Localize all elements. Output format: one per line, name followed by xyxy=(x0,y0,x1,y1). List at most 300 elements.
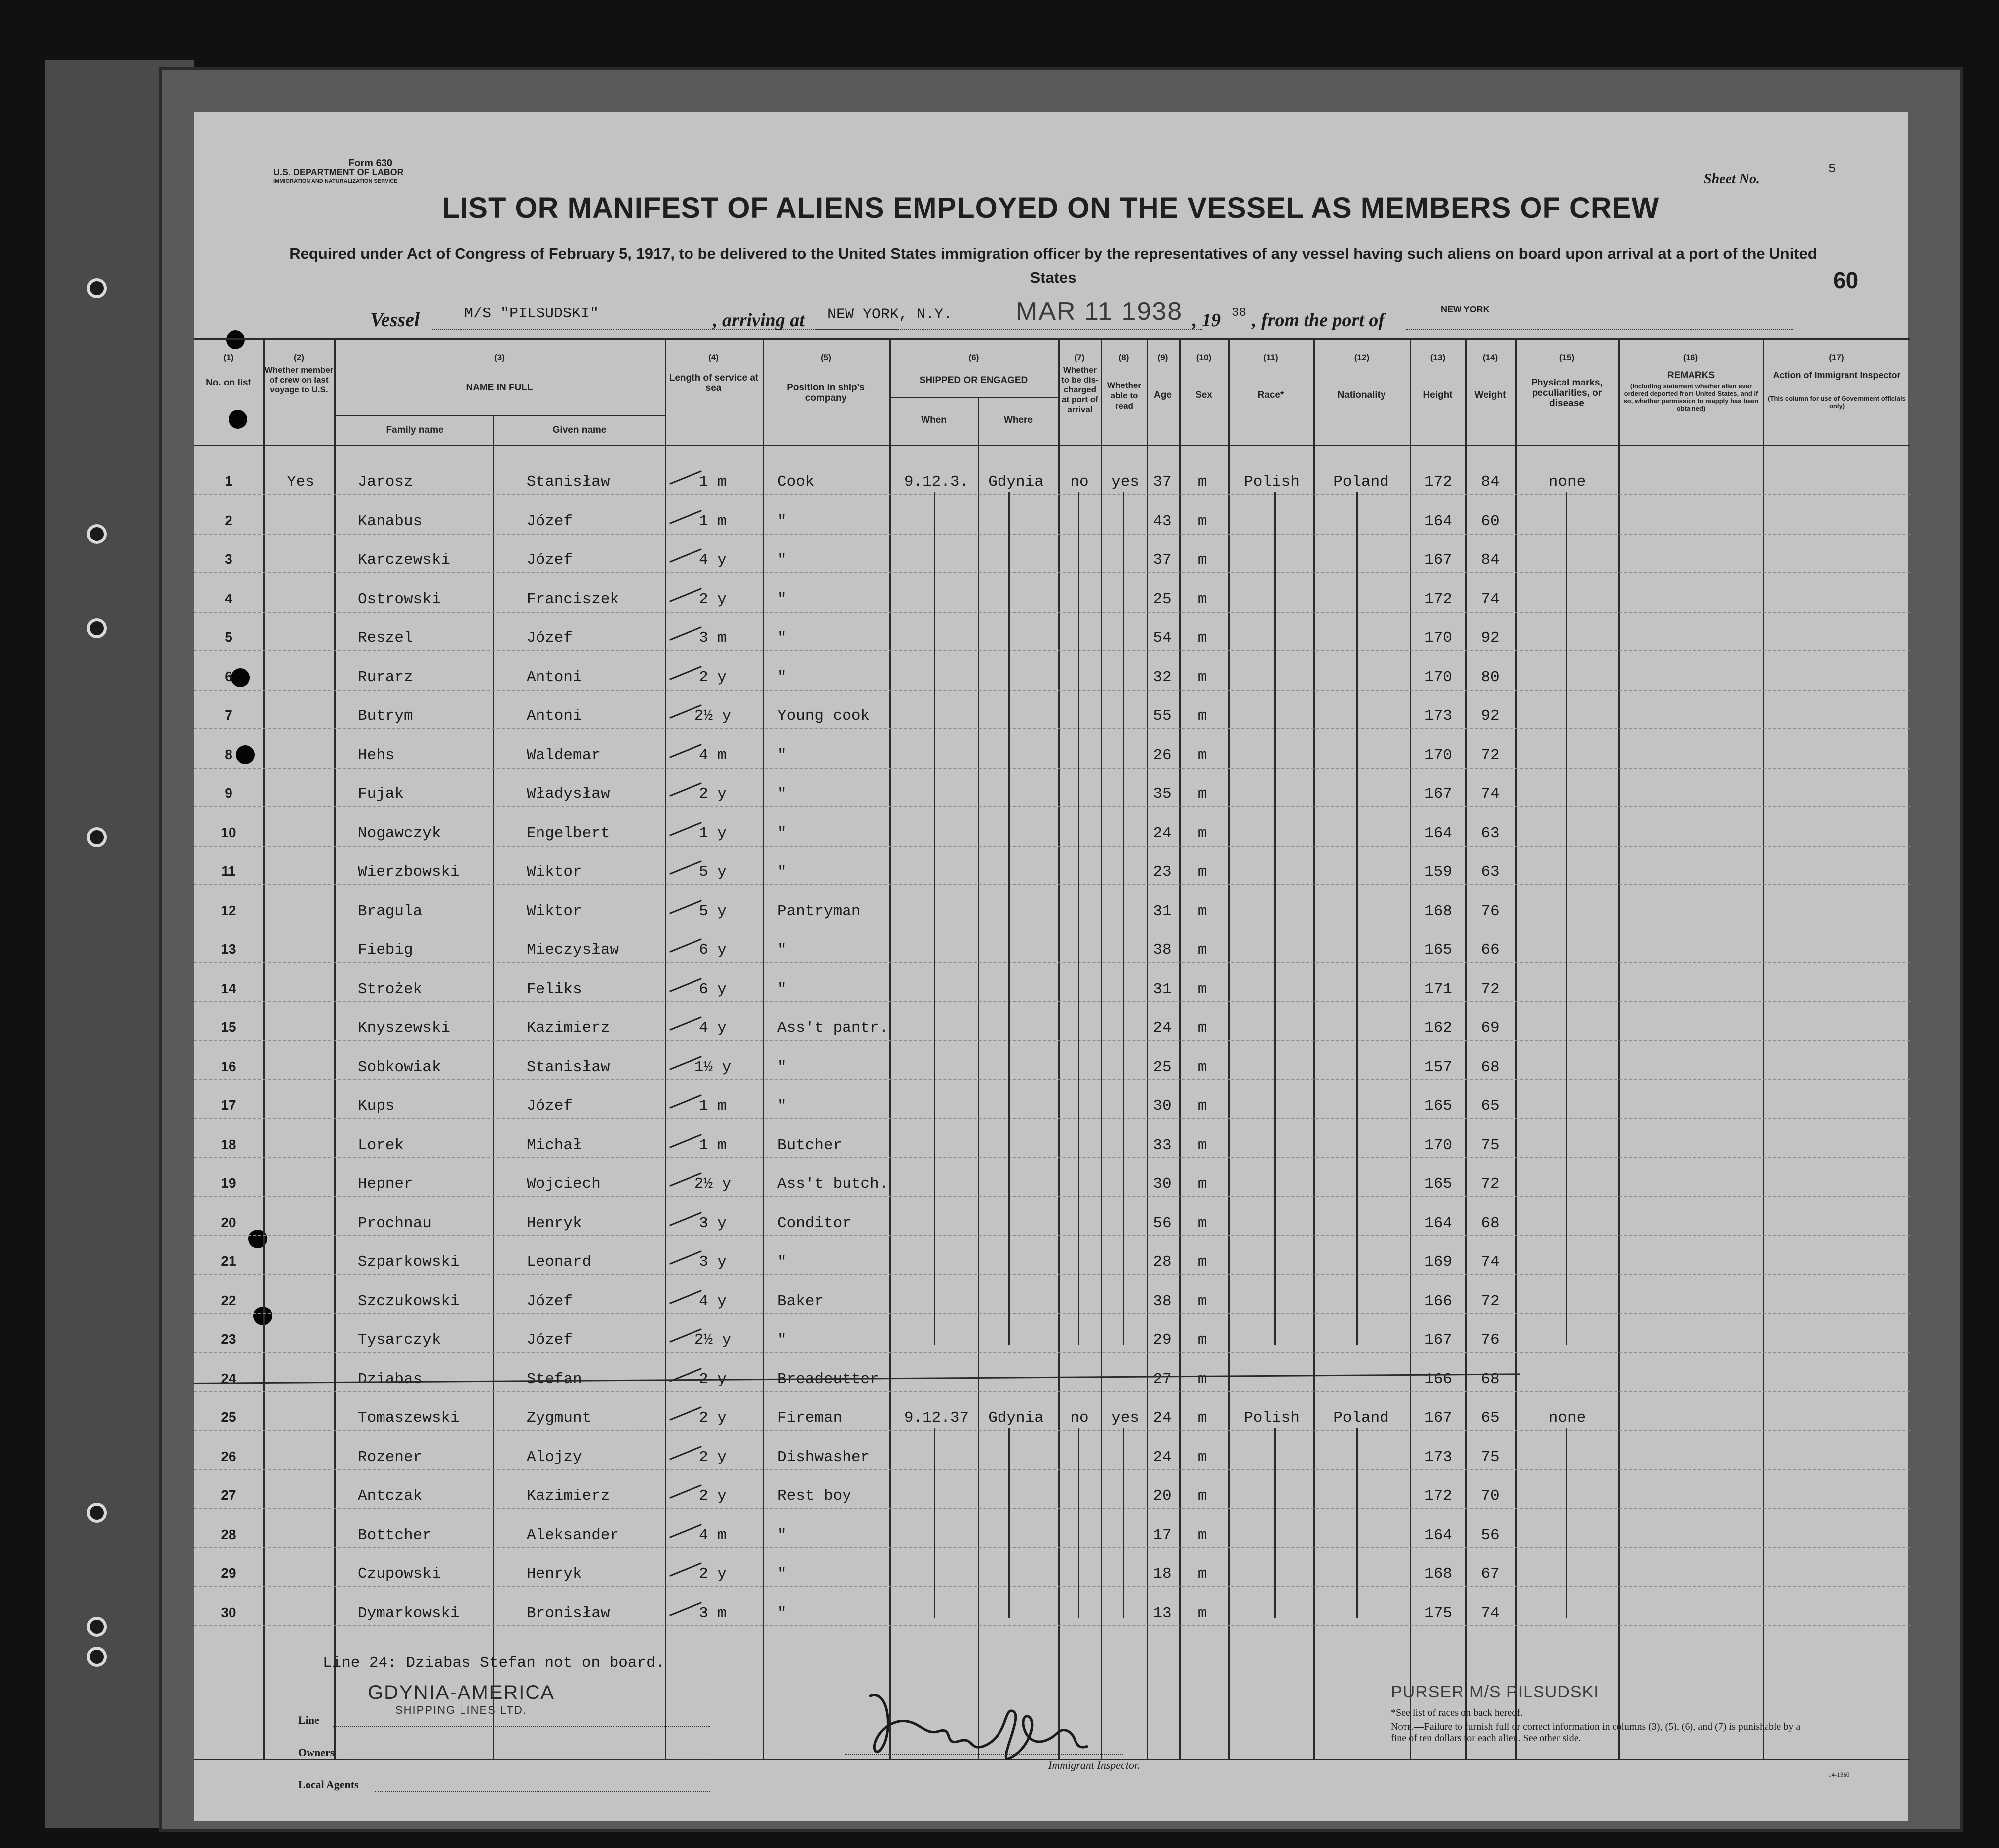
family-name-cell: Fujak xyxy=(358,785,404,803)
row-number-cell: 21 xyxy=(221,1253,236,1269)
sex-cell: m xyxy=(1197,551,1207,569)
weight-cell: 84 xyxy=(1481,551,1500,569)
given-name-cell: Zygmunt xyxy=(527,1409,592,1427)
height-cell: 170 xyxy=(1424,746,1452,764)
age-cell: 30 xyxy=(1153,1097,1172,1115)
height-cell: 173 xyxy=(1424,1448,1452,1466)
binder-hole xyxy=(87,618,107,638)
family-name-cell: Wierzbowski xyxy=(358,863,460,881)
table-row xyxy=(194,1440,1910,1478)
sex-cell: m xyxy=(1197,785,1207,803)
family-name-cell: Szparkowski xyxy=(358,1253,460,1271)
sex-cell: m xyxy=(1197,824,1207,842)
row-number-cell: 2 xyxy=(225,512,232,528)
family-name-cell: Reszel xyxy=(358,629,413,647)
page-title: LIST OR MANIFEST OF ALIENS EMPLOYED ON THE VESSEL AS MEMBERS OF CREW xyxy=(442,192,1660,224)
col-num: (7) xyxy=(1074,353,1085,362)
penalty-note-text: —Failure to furnish full or correct information in columns (3), (5), (6), and (7) is punishable by a fine of ten dollars for each alien. See other side. xyxy=(1391,1721,1801,1744)
weight-cell: 92 xyxy=(1481,707,1500,725)
sex-cell: m xyxy=(1197,1448,1207,1466)
row-rule xyxy=(194,1118,1910,1120)
height-cell: 165 xyxy=(1424,1175,1452,1193)
position-cell: Ass't butch. xyxy=(777,1175,889,1193)
table-row xyxy=(194,1478,1910,1517)
sex-cell: m xyxy=(1197,629,1207,647)
sex-cell: m xyxy=(1197,1331,1207,1349)
weight-cell: 68 xyxy=(1481,1214,1500,1232)
col-num: (12) xyxy=(1354,353,1370,362)
weight-cell: 75 xyxy=(1481,1448,1500,1466)
given-name-cell: Engelbert xyxy=(527,824,610,842)
races-note: *See list of races on back hereof. xyxy=(1391,1707,1523,1718)
height-cell: 171 xyxy=(1424,980,1452,998)
height-cell: 168 xyxy=(1424,1565,1452,1583)
sex-cell: m xyxy=(1197,1292,1207,1310)
sex-cell: m xyxy=(1197,1253,1207,1271)
row-number-cell: 4 xyxy=(225,590,232,606)
row-rule xyxy=(194,612,1910,614)
family-name-cell: Butrym xyxy=(358,707,413,725)
table-row xyxy=(194,582,1910,620)
position-cell: Ass't pantr. xyxy=(777,1019,889,1037)
family-name-cell: Tysarczyk xyxy=(358,1331,441,1349)
row-rule xyxy=(194,1157,1910,1159)
table-row xyxy=(194,1322,1910,1361)
weight-cell: 84 xyxy=(1481,473,1500,491)
from-port: NEW YORK xyxy=(1441,305,1490,314)
row-number-cell: 28 xyxy=(221,1526,236,1542)
last-voyage-cell: Yes xyxy=(287,473,314,491)
shipped-when-cell: 9.12.3. xyxy=(904,473,969,491)
sex-cell: m xyxy=(1197,1604,1207,1622)
service-length-cell: 1 m xyxy=(699,512,727,530)
col-header-age: Age xyxy=(1154,390,1172,400)
row-number-cell: 5 xyxy=(225,629,232,645)
manifest-page xyxy=(194,112,1908,1821)
row-number-cell: 6 xyxy=(225,668,232,684)
age-cell: 56 xyxy=(1153,1214,1172,1232)
shipped-where-cell: Gdynia xyxy=(988,1409,1044,1427)
family-name-cell: Szczukowski xyxy=(358,1292,460,1310)
col-header-when: When xyxy=(921,415,947,425)
family-name-cell: Kups xyxy=(358,1097,395,1115)
col-num: (11) xyxy=(1263,353,1278,362)
col-num: (9) xyxy=(1157,353,1168,362)
row-number-cell: 29 xyxy=(221,1565,236,1581)
row-rule xyxy=(194,1235,1910,1237)
table-row xyxy=(194,698,1910,737)
given-name-cell: Wojciech xyxy=(527,1175,601,1193)
line-underline xyxy=(333,1726,710,1728)
family-name-cell: Hepner xyxy=(358,1175,413,1193)
given-name-cell: Mieczysław xyxy=(527,941,619,959)
weight-cell: 72 xyxy=(1481,1292,1500,1310)
row-rule xyxy=(194,846,1910,847)
age-cell: 31 xyxy=(1153,902,1172,920)
position-cell: Fireman xyxy=(777,1409,843,1427)
arriving-label: , arriving at xyxy=(713,310,805,331)
col-num: (16) xyxy=(1683,353,1698,362)
table-row xyxy=(194,1596,1910,1634)
date-stamp: MAR 11 1938 xyxy=(1016,297,1183,326)
service-length-cell: 4 y xyxy=(699,1292,727,1310)
table-row xyxy=(194,776,1910,815)
position-cell: " xyxy=(777,1604,787,1622)
col-header-inspector: Action of Immigrant Inspector xyxy=(1773,370,1901,380)
table-row xyxy=(194,932,1910,971)
shipped-when-cell: 9.12.37 xyxy=(904,1409,969,1427)
height-cell: 172 xyxy=(1424,590,1452,608)
row-rule xyxy=(194,1625,1910,1627)
owners-underline xyxy=(348,1759,710,1761)
table-row xyxy=(194,504,1910,542)
row-rule xyxy=(194,650,1910,652)
family-name-cell: Bottcher xyxy=(358,1526,432,1544)
height-cell: 168 xyxy=(1424,902,1452,920)
table-row xyxy=(194,660,1910,698)
given-name-cell: Antoni xyxy=(527,668,582,686)
sheet-number: 5 xyxy=(1828,161,1836,176)
physical-marks-cell: none xyxy=(1548,1409,1586,1427)
age-cell: 54 xyxy=(1153,629,1172,647)
service-length-cell: 3 y xyxy=(699,1253,727,1271)
table-row xyxy=(194,1400,1910,1439)
binder-hole xyxy=(87,827,107,847)
ditto-line xyxy=(1356,1428,1358,1618)
col-num: (4) xyxy=(708,353,719,362)
page-number: 60 xyxy=(1833,267,1859,293)
arriving-underline xyxy=(815,329,1202,331)
family-name-cell: Fiebig xyxy=(358,941,413,959)
family-name-cell: Bragula xyxy=(358,902,423,920)
service-length-cell: 1 m xyxy=(699,1097,727,1115)
row-number-cell: 27 xyxy=(221,1487,236,1503)
crew-table xyxy=(194,338,1908,1764)
age-cell: 13 xyxy=(1153,1604,1172,1622)
age-cell: 37 xyxy=(1153,551,1172,569)
from-port-label: , from the port of xyxy=(1252,310,1385,331)
weight-cell: 68 xyxy=(1481,1370,1500,1388)
position-cell: " xyxy=(777,863,787,881)
height-cell: 159 xyxy=(1424,863,1452,881)
family-name-cell: Rurarz xyxy=(358,668,413,686)
given-name-cell: Władysław xyxy=(527,785,610,803)
col-header-family-name: Family name xyxy=(386,425,444,435)
col-header-weight: Weight xyxy=(1474,390,1506,400)
col-header-name: NAME IN FULL xyxy=(466,383,533,393)
family-name-cell: Knyszewski xyxy=(358,1019,451,1037)
table-row xyxy=(194,1556,1910,1595)
service-length-cell: 6 y xyxy=(699,941,727,959)
row-number-cell: 17 xyxy=(221,1097,236,1113)
position-cell: " xyxy=(777,1058,787,1076)
weight-cell: 92 xyxy=(1481,629,1500,647)
given-name-cell: Antoni xyxy=(527,707,582,725)
sex-cell: m xyxy=(1197,1175,1207,1193)
table-row xyxy=(194,464,1910,503)
family-name-cell: Jarosz xyxy=(358,473,413,491)
age-cell: 26 xyxy=(1153,746,1172,764)
position-cell: Conditor xyxy=(777,1214,851,1232)
given-name-cell: Leonard xyxy=(527,1253,592,1271)
table-row xyxy=(194,1244,1910,1283)
height-cell: 162 xyxy=(1424,1019,1452,1037)
height-cell: 175 xyxy=(1424,1604,1452,1622)
given-name-cell: Wiktor xyxy=(527,902,582,920)
row-number-cell: 25 xyxy=(221,1409,236,1425)
position-cell: " xyxy=(777,824,787,842)
service-length-cell: 4 y xyxy=(699,1019,727,1037)
sex-cell: m xyxy=(1197,980,1207,998)
col-header-height: Height xyxy=(1423,390,1453,400)
position-cell: " xyxy=(777,551,787,569)
row-rule xyxy=(194,962,1910,964)
ditto-line xyxy=(934,492,935,1345)
sex-cell: m xyxy=(1197,1526,1207,1544)
given-name-cell: Franciszek xyxy=(527,590,619,608)
age-cell: 27 xyxy=(1153,1370,1172,1388)
col-num: (6) xyxy=(968,353,979,362)
family-name-cell: Dziabas xyxy=(358,1370,423,1388)
row-rule xyxy=(194,1586,1910,1588)
row-rule xyxy=(194,1391,1910,1393)
service-length-cell: 2½ y xyxy=(694,1175,732,1193)
age-cell: 24 xyxy=(1153,1019,1172,1037)
weight-cell: 72 xyxy=(1481,746,1500,764)
weight-cell: 60 xyxy=(1481,512,1500,530)
row-number-cell: 7 xyxy=(225,707,232,723)
row-number-cell: 12 xyxy=(221,902,236,918)
row-rule xyxy=(194,1313,1910,1315)
sex-cell: m xyxy=(1197,707,1207,725)
service-name: IMMIGRATION AND NATURALIZATION SERVICE xyxy=(273,178,398,184)
sex-cell: m xyxy=(1197,1409,1207,1427)
sex-cell: m xyxy=(1197,473,1207,491)
ditto-line xyxy=(1566,492,1567,1345)
row-rule xyxy=(194,1079,1910,1081)
service-length-cell: 3 y xyxy=(699,1214,727,1232)
service-length-cell: 1 y xyxy=(699,824,727,842)
col-header-inspector-note: (This column for use of Government officials only) xyxy=(1768,395,1906,410)
row-rule xyxy=(194,1469,1910,1471)
height-cell: 170 xyxy=(1424,629,1452,647)
ditto-line xyxy=(1274,492,1276,1345)
row-rule xyxy=(194,768,1910,770)
family-name-cell: Dymarkowski xyxy=(358,1604,460,1622)
penalty-note xyxy=(1391,1721,1808,1744)
height-cell: 166 xyxy=(1424,1292,1452,1310)
given-name-cell: Józef xyxy=(527,1331,573,1349)
position-cell: Baker xyxy=(777,1292,824,1310)
footnote-line-24: Line 24: Dziabas Stefan not on board. xyxy=(323,1654,665,1672)
family-name-cell: Tomaszewski xyxy=(358,1409,460,1427)
weight-cell: 65 xyxy=(1481,1097,1500,1115)
given-name-cell: Józef xyxy=(527,551,573,569)
row-rule xyxy=(194,1430,1910,1432)
row-number-cell: 13 xyxy=(221,941,236,957)
year-label: , 19 xyxy=(1192,310,1221,331)
weight-cell: 63 xyxy=(1481,863,1500,881)
row-number-cell: 20 xyxy=(221,1214,236,1230)
row-number-cell: 1 xyxy=(225,473,232,489)
position-cell: " xyxy=(777,980,787,998)
row-number-cell: 19 xyxy=(221,1175,236,1191)
weight-cell: 69 xyxy=(1481,1019,1500,1037)
service-length-cell: 2 y xyxy=(699,590,727,608)
sex-cell: m xyxy=(1197,668,1207,686)
height-cell: 170 xyxy=(1424,668,1452,686)
service-length-cell: 2 y xyxy=(699,1409,727,1427)
service-length-cell: 1½ y xyxy=(694,1058,732,1076)
age-cell: 20 xyxy=(1153,1487,1172,1505)
from-port-underline xyxy=(1406,329,1793,331)
age-cell: 24 xyxy=(1153,824,1172,842)
height-cell: 167 xyxy=(1424,785,1452,803)
given-name-cell: Michał xyxy=(527,1136,582,1154)
position-cell: " xyxy=(777,668,787,686)
row-number-cell: 18 xyxy=(221,1136,236,1152)
print-code: 14-1360 xyxy=(1828,1771,1850,1778)
service-length-cell: 2½ y xyxy=(694,1331,732,1349)
year-value: 38 xyxy=(1232,307,1246,320)
position-cell: Dishwasher xyxy=(777,1448,870,1466)
service-length-cell: 6 y xyxy=(699,980,727,998)
penalty-note-label: Note. xyxy=(1391,1721,1414,1732)
position-cell: " xyxy=(777,629,787,647)
service-length-cell: 4 m xyxy=(699,746,727,764)
ditto-line xyxy=(1008,1428,1010,1618)
service-length-cell: 2 y xyxy=(699,1565,727,1583)
given-name-cell: Józef xyxy=(527,1097,573,1115)
col-num: (1) xyxy=(223,353,234,362)
given-name-cell: Józef xyxy=(527,629,573,647)
weight-cell: 72 xyxy=(1481,980,1500,998)
sex-cell: m xyxy=(1197,1214,1207,1232)
ditto-line xyxy=(1123,1428,1124,1618)
table-top-rule xyxy=(194,338,1910,340)
col-num: (17) xyxy=(1829,353,1844,362)
purser-stamp: PURSER M/S PILSUDSKI xyxy=(1391,1683,1599,1701)
family-name-cell: Nogawczyk xyxy=(358,824,441,842)
binder-hole xyxy=(87,524,107,544)
height-cell: 164 xyxy=(1424,1214,1452,1232)
family-name-cell: Prochnau xyxy=(358,1214,432,1232)
row-number-cell: 16 xyxy=(221,1058,236,1074)
service-length-cell: 2 y xyxy=(699,1448,727,1466)
race-cell: Polish xyxy=(1244,1409,1300,1427)
col-num: (5) xyxy=(821,353,831,362)
inspector-underline xyxy=(845,1754,1123,1756)
family-name-cell: Hehs xyxy=(358,746,395,764)
col-header-given-name: Given name xyxy=(552,425,607,435)
binder-hole xyxy=(87,1617,107,1637)
given-name-cell: Feliks xyxy=(527,980,582,998)
col-num: (3) xyxy=(494,353,505,362)
given-name-cell: Stanisław xyxy=(527,473,610,491)
service-length-cell: 5 y xyxy=(699,863,727,881)
age-cell: 23 xyxy=(1153,863,1172,881)
age-cell: 32 xyxy=(1153,668,1172,686)
ditto-line xyxy=(1356,492,1358,1345)
age-cell: 29 xyxy=(1153,1331,1172,1349)
height-cell: 165 xyxy=(1424,1097,1452,1115)
age-cell: 31 xyxy=(1153,980,1172,998)
given-name-cell: Józef xyxy=(527,1292,573,1310)
row-number-cell: 10 xyxy=(221,824,236,840)
table-row xyxy=(194,1128,1910,1166)
form-id-block xyxy=(273,158,404,186)
row-number-cell: 22 xyxy=(221,1292,236,1308)
inspector-label: Immigrant Inspector. xyxy=(1048,1759,1140,1771)
weight-cell: 70 xyxy=(1481,1487,1500,1505)
given-name-cell: Józef xyxy=(527,512,573,530)
col-num: (15) xyxy=(1559,353,1575,362)
weight-cell: 74 xyxy=(1481,1253,1500,1271)
department-name: U.S. DEPARTMENT OF LABOR xyxy=(273,167,404,177)
family-name-cell: Sobkowiak xyxy=(358,1058,441,1076)
col-header-race: Race* xyxy=(1257,390,1284,400)
age-cell: 38 xyxy=(1153,941,1172,959)
nationality-cell: Poland xyxy=(1333,1409,1389,1427)
sex-cell: m xyxy=(1197,1487,1207,1505)
family-name-cell: Antczak xyxy=(358,1487,423,1505)
height-cell: 164 xyxy=(1424,1526,1452,1544)
height-cell: 166 xyxy=(1424,1370,1452,1388)
sex-cell: m xyxy=(1197,902,1207,920)
agents-underline xyxy=(375,1791,710,1793)
table-row xyxy=(194,1284,1910,1322)
position-cell: Cook xyxy=(777,473,815,491)
row-rule xyxy=(194,884,1910,886)
service-length-cell: 2 y xyxy=(699,668,727,686)
family-name-cell: Ostrowski xyxy=(358,590,441,608)
ditto-line xyxy=(934,1428,935,1618)
sex-cell: m xyxy=(1197,1136,1207,1154)
height-cell: 167 xyxy=(1424,1409,1452,1427)
position-cell: " xyxy=(777,785,787,803)
family-name-cell: Lorek xyxy=(358,1136,404,1154)
col-num: (2) xyxy=(294,353,304,362)
weight-cell: 75 xyxy=(1481,1136,1500,1154)
discharged-cell: no xyxy=(1070,473,1089,491)
position-cell: " xyxy=(777,1331,787,1349)
line-label: Line xyxy=(298,1714,319,1726)
col-header-discharged: Whether to be dis-charged at port of arrival xyxy=(1061,365,1099,414)
row-rule xyxy=(194,1001,1910,1003)
age-cell: 18 xyxy=(1153,1565,1172,1583)
height-cell: 164 xyxy=(1424,824,1452,842)
weight-cell: 68 xyxy=(1481,1058,1500,1076)
able-to-read-cell: yes xyxy=(1111,1409,1139,1427)
sex-cell: m xyxy=(1197,512,1207,530)
given-name-cell: Alojzy xyxy=(527,1448,582,1466)
weight-cell: 74 xyxy=(1481,785,1500,803)
weight-cell: 80 xyxy=(1481,668,1500,686)
service-length-cell: 3 m xyxy=(699,629,727,647)
given-name-cell: Kazimierz xyxy=(527,1019,610,1037)
row-number-cell: 8 xyxy=(225,746,232,762)
row-rule xyxy=(194,1274,1910,1276)
weight-cell: 63 xyxy=(1481,824,1500,842)
row-rule xyxy=(194,806,1910,808)
table-row xyxy=(194,620,1910,659)
height-cell: 164 xyxy=(1424,512,1452,530)
col-header-remarks: REMARKS xyxy=(1667,370,1715,381)
row-number-cell: 9 xyxy=(225,785,232,801)
position-cell: " xyxy=(777,1253,787,1271)
position-cell: Young cook xyxy=(777,707,870,725)
agents-label: Local Agents xyxy=(298,1778,359,1791)
